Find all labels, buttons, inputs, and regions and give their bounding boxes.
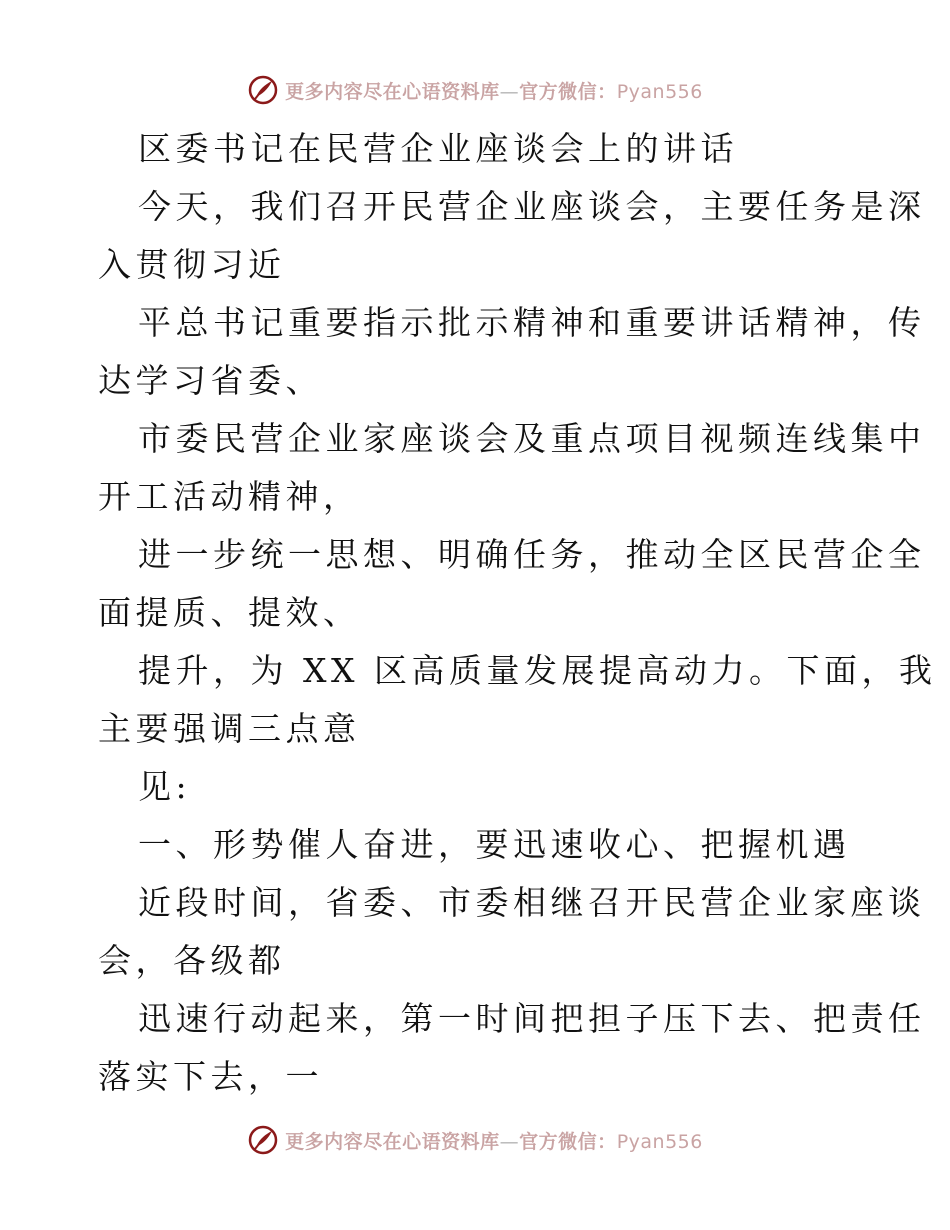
text-line: 一、形势催人奋进，要迅速收心、把握机遇 <box>138 825 851 864</box>
watermark-text <box>285 1127 703 1154</box>
header-watermark <box>0 70 950 110</box>
quill-pen-logo-icon <box>247 74 279 106</box>
text-line: 提升，为 XX 区高质量发展提高动力。下面，我 <box>138 651 937 690</box>
watermark-wechat-label: 官方微信： <box>519 1130 617 1153</box>
text-line: 见: <box>138 767 192 806</box>
text-line: 主要强调三点意 <box>98 709 361 748</box>
watermark-dash: — <box>499 80 520 103</box>
text-line: 面提质、提效、 <box>98 593 361 632</box>
watermark-text <box>285 77 703 104</box>
text-line: 平总书记重要指示批示精神和重要讲话精神，传 <box>138 303 926 342</box>
footer-watermark <box>0 1120 950 1160</box>
text-line: 今天，我们召开民营企业座谈会，主要任务是深 <box>138 187 926 226</box>
text-line: 达学习省委、 <box>98 361 323 400</box>
watermark-account: Pyan556 <box>616 1130 703 1153</box>
text-line: 入贯彻习近 <box>98 245 286 284</box>
text-line: 开工活动精神， <box>98 477 361 516</box>
text-line: 落实下去，一 <box>98 1057 323 1096</box>
text-line: 进一步统一思想、明确任务，推动全区民营企全 <box>138 535 926 574</box>
text-line: 会，各级都 <box>98 941 286 980</box>
document-body <box>98 120 937 1106</box>
text-line: 市委民营企业家座谈会及重点项目视频连线集中 <box>138 419 926 458</box>
watermark-dash: — <box>499 1130 520 1153</box>
text-line: 近段时间，省委、市委相继召开民营企业家座谈 <box>138 883 926 922</box>
text-line: 区委书记在民营企业座谈会上的讲话 <box>138 129 738 168</box>
watermark-wechat-label: 官方微信： <box>519 80 617 103</box>
watermark-account: Pyan556 <box>616 80 703 103</box>
watermark-site-name: 更多内容尽在心语资料库 <box>285 80 500 103</box>
quill-pen-logo-icon <box>247 1124 279 1156</box>
text-line: 迅速行动起来，第一时间把担子压下去、把责任 <box>138 999 926 1038</box>
watermark-site-name: 更多内容尽在心语资料库 <box>285 1130 500 1153</box>
